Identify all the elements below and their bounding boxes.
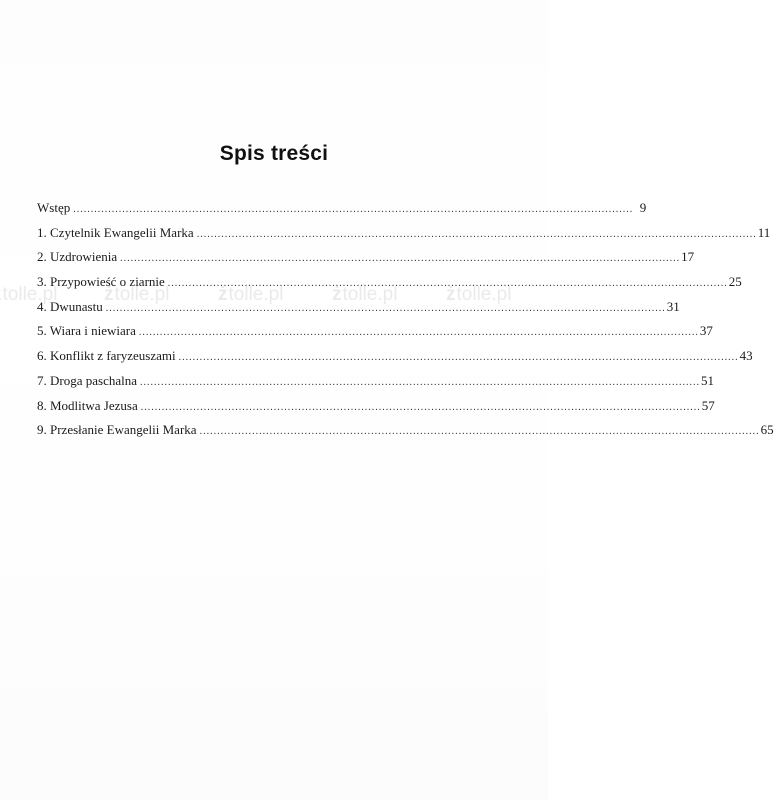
toc-entry-label: 3. Przypowieść o ziarnie [37, 274, 165, 290]
toc-leader-dots [140, 377, 700, 388]
watermark-text: tolle.pl [228, 284, 284, 305]
page-title: Spis treści [219, 142, 329, 165]
watermark-logo-icon [0, 284, 2, 306]
toc-entry-page: 43 [739, 348, 753, 364]
watermark-text: tolle.pl [2, 284, 58, 305]
toc-entry-label: 1. Czytelnik Ewangelii Marka [37, 224, 194, 240]
toc-entry-label: 4. Dwunastu [37, 298, 103, 314]
watermark-text: tolle.pl [114, 284, 170, 305]
toc-entry-page: 25 [728, 274, 742, 290]
watermark-logo-icon: ż [446, 284, 456, 305]
toc-leader-dots [106, 303, 666, 314]
toc-entry-chapter-2 [37, 249, 695, 274]
watermark-text: tolle.pl [456, 284, 512, 305]
toc-leader-dots [120, 253, 680, 264]
watermark-logo-icon: ż [332, 284, 342, 305]
toc-entry-chapter-8 [37, 397, 715, 423]
toc-leader-dots [197, 229, 757, 240]
watermark-logo-icon: ż [104, 284, 114, 305]
toc-leader-dots [141, 402, 701, 413]
toc-entry-page: 31 [666, 298, 680, 314]
toc-entry-page: 57 [701, 397, 715, 413]
toc-leader-dots [168, 278, 728, 289]
toc-entry-page: 51 [701, 372, 714, 388]
toc-leader-dots [179, 352, 739, 363]
toc-entry-label: 2. Uzdrowienia [37, 249, 118, 265]
toc-entry-label: 7. Droga paschalna [37, 372, 137, 388]
toc-entry-label: Wstęp [37, 200, 71, 215]
toc-entry-label: 5. Wiara i niewiara [37, 323, 136, 339]
toc-entry-chapter-9 [37, 422, 774, 447]
toc-entry-page: 37 [699, 323, 713, 339]
toc-leader-dots [200, 426, 760, 437]
toc-entry-chapter-7 [37, 372, 714, 398]
toc-entry-chapter-6 [37, 348, 753, 373]
toc-entry-label: 6. Konflikt z faryzeuszami [37, 348, 176, 364]
toc-entry-label: 9. Przesłanie Ewangelii Marka [37, 422, 197, 438]
watermark-text: tolle.pl [342, 284, 398, 305]
toc-entry-label: 8. Modlitwa Jezusa [37, 397, 138, 413]
toc-entry-chapter-1 [37, 224, 771, 250]
toc-entry-page: 17 [681, 249, 695, 265]
watermark-logo-icon: ż [218, 284, 228, 305]
toc-entry-page: 11 [757, 224, 771, 240]
toc-entry-introduction [37, 200, 647, 225]
toc-entry-page: 65 [760, 422, 774, 438]
toc-entry-chapter-5 [37, 323, 713, 348]
toc-leader-dots [139, 327, 699, 338]
toc-leader-dots [73, 204, 633, 215]
table-of-contents [37, 200, 774, 447]
toc-entry-chapter-3 [37, 274, 742, 299]
toc-entry-page: 9 [639, 200, 647, 215]
toc-entry-chapter-4 [37, 298, 680, 324]
